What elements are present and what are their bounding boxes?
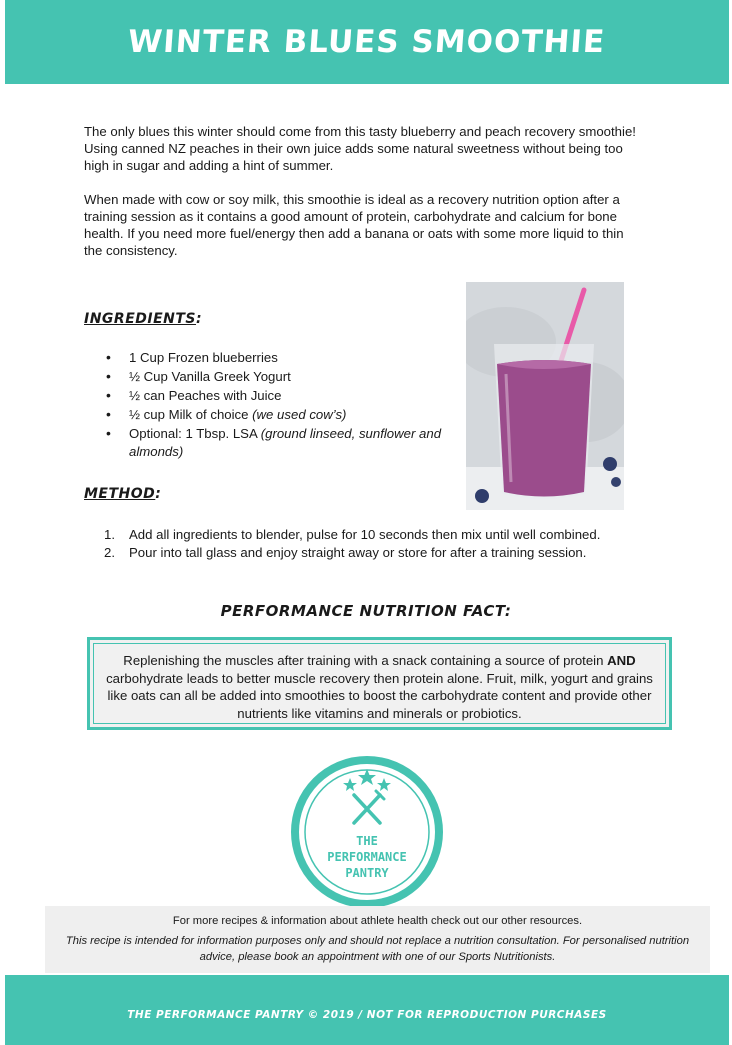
fact-heading: PERFORMANCE NUTRITION FACT: <box>220 602 512 620</box>
copyright-text: THE PERFORMANCE PANTRY © 2019 / NOT FOR REPRODUCTION PURCHASES <box>127 1009 607 1021</box>
star-icon <box>343 778 357 791</box>
star-icon <box>358 769 376 785</box>
logo-line-3: PANTRY <box>345 866 389 880</box>
blueberry <box>475 489 489 503</box>
ingredient-item: • 1 Cup Frozen blueberries <box>104 349 444 367</box>
ingredient-item: • ½ Cup Vanilla Greek Yogurt <box>104 368 444 386</box>
smoothie-photo <box>466 282 624 510</box>
ingredient-item: • Optional: 1 Tbsp. LSA (ground linseed, sunflower and almonds) <box>104 425 444 460</box>
ingredient-item: • ½ can Peaches with Juice <box>104 387 444 405</box>
blueberry <box>611 477 621 487</box>
method-heading: METHOD: <box>84 486 162 502</box>
disclaimer-line: This recipe is intended for information purposes only and should not replace a nutrition consultation. For personalised nutrition advice, please book an appointment with one of our Sports Nutritionists. <box>65 935 690 963</box>
method-steps <box>104 526 664 562</box>
header-banner <box>5 0 729 84</box>
intro-paragraph-2: When made with cow or soy milk, this smoothie is ideal as a recovery nutrition option after a training session as it contains a good amount of protein, carbohydrate and calcium for bone health. If you need more fuel/energy then add a banana or oats with some more liquid to thin the consistency. <box>84 192 624 258</box>
fact-text: Replenishing the muscles after training with a snack containing a source of protein AND carbohydrate leads to better muscle recovery then protein alone. Fruit, milk, yogurt and grains like oats can all be added into smoothies to boost the carbohydrate content and provide other nutrients like vitamins and minerals or probiotics. <box>93 643 666 724</box>
fork-knife-icon <box>354 791 384 823</box>
fact-box <box>87 637 672 730</box>
smoothie-glass-illustration <box>466 282 624 510</box>
blueberry <box>603 457 617 471</box>
page-title: WINTER BLUES SMOOTHIE <box>127 24 607 60</box>
intro-text <box>84 123 644 276</box>
copyright-bar <box>5 975 729 1045</box>
logo-line-2: PERFORMANCE <box>327 850 407 864</box>
ingredients-heading: INGREDIENTS: <box>84 311 203 327</box>
method-step: 1. Add all ingredients to blender, pulse for 10 seconds then mix until well combined. <box>104 527 601 542</box>
logo-line-1: THE <box>356 834 378 848</box>
resources-line: For more recipes & information about athlete health check out our other resources. <box>172 915 583 927</box>
ingredients-list <box>104 349 444 462</box>
method-step: 2. Pour into tall glass and enjoy straight away or store for after a training session. <box>104 544 587 560</box>
ingredient-item: • ½ cup Milk of choice (we used cow’s) <box>104 406 444 424</box>
star-icon <box>377 778 391 791</box>
intro-paragraph-1: The only blues this winter should come from this tasty blueberry and peach recovery smoothie! Using canned NZ peaches in their own juice adds some natural sweetness without being too high in sugar and adding a hint of summer. <box>84 124 636 173</box>
performance-pantry-logo <box>290 755 444 909</box>
resources-footer <box>45 906 710 973</box>
